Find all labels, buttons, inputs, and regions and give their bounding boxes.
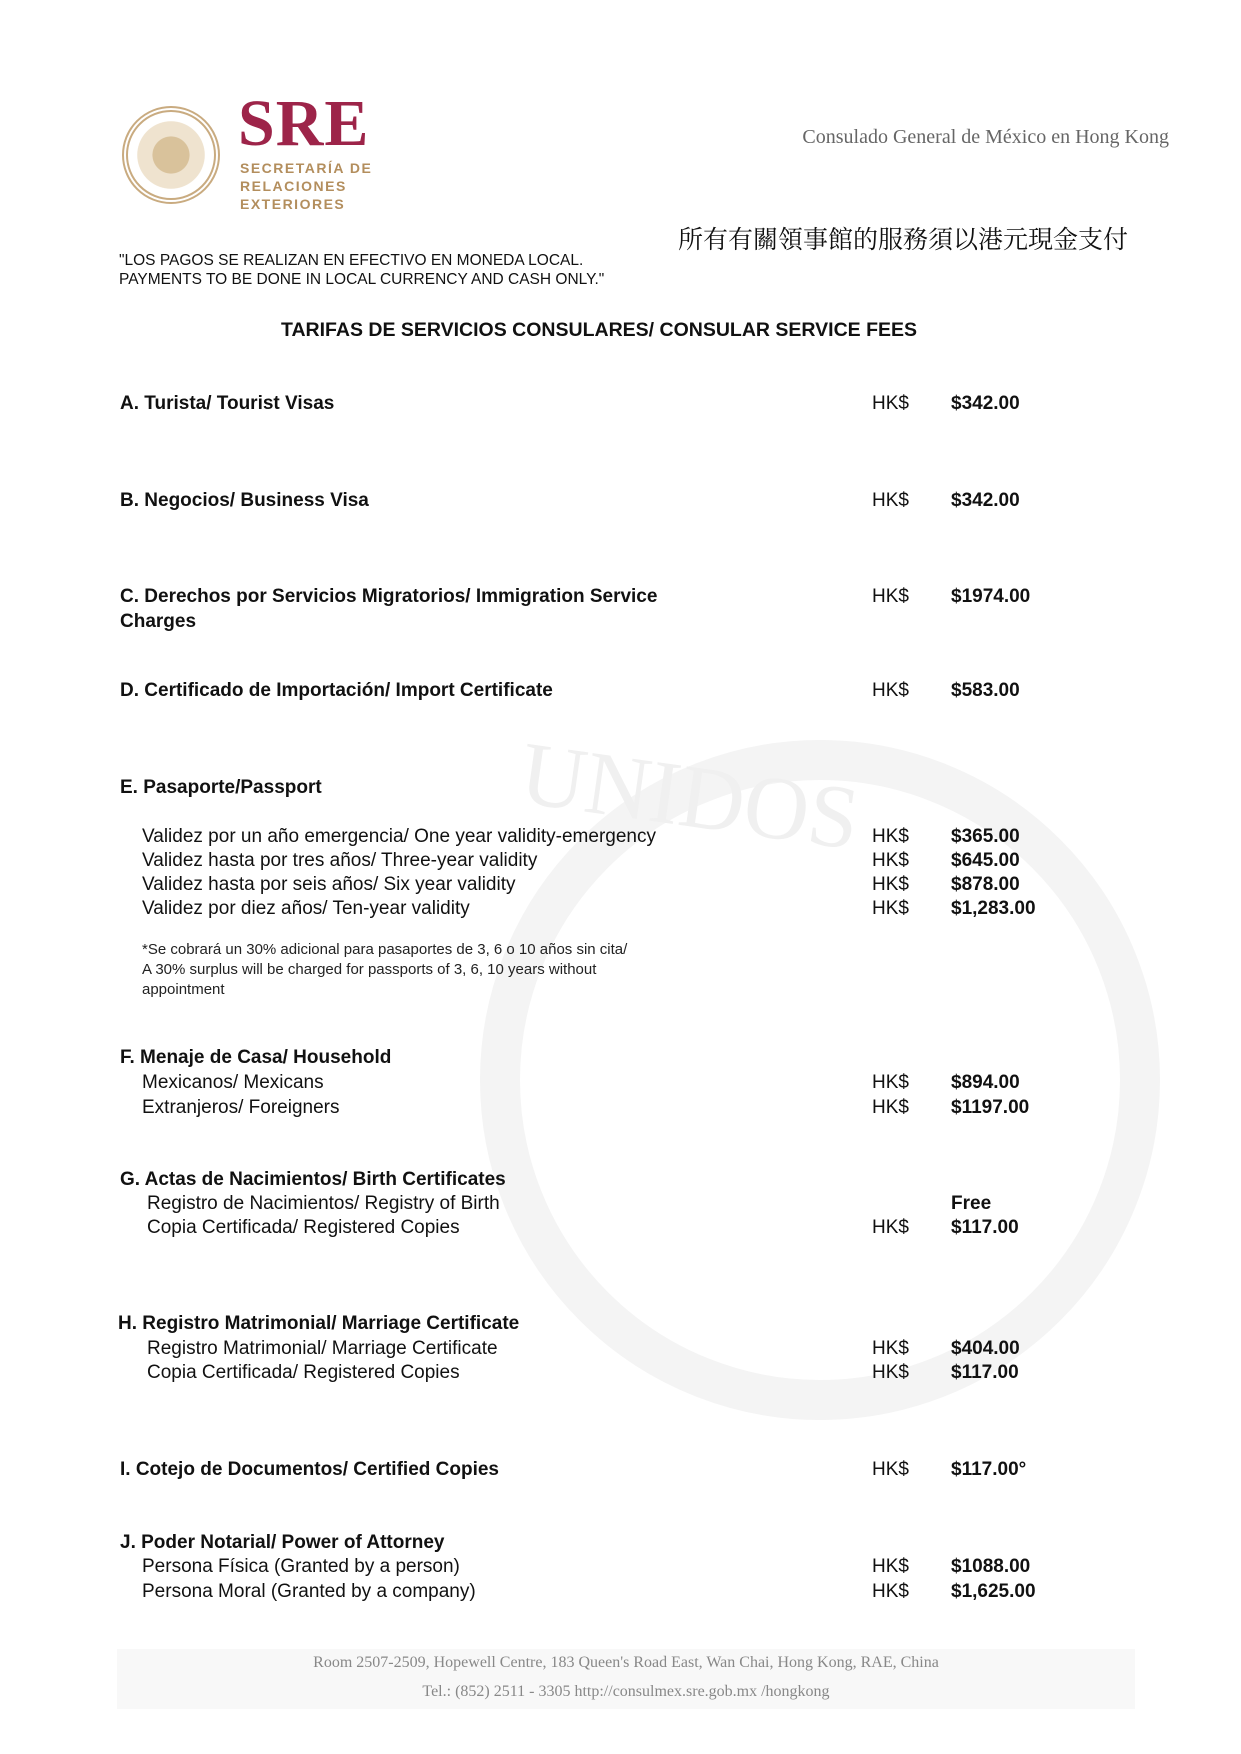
footer [117, 1649, 1135, 1709]
marriage-item-currency: HK$ [872, 1362, 909, 1383]
birth-item-price: Free [951, 1193, 992, 1214]
logo-acronym: SRE [238, 87, 370, 160]
footer-address: Room 2507-2509, Hopewell Centre, 183 Queen's Road East, Wan Chai, Hong Kong, RAE, China [313, 1654, 939, 1671]
birth-item-price: $117.00 [951, 1217, 1019, 1238]
section-c-title: C. Derechos por Servicios Migratorios/ Immigration Service [120, 586, 658, 607]
payment-notice-es: "LOS PAGOS SE REALIZAN EN EFECTIVO EN MONEDA LOCAL. [119, 252, 584, 269]
household-item-currency: HK$ [872, 1097, 909, 1118]
birth-item-label: Registro de Nacimientos/ Registry of Birth [147, 1193, 500, 1214]
section-c-title-cont: Charges [120, 611, 197, 632]
marriage-item-currency: HK$ [872, 1338, 909, 1359]
section-i-price: $117.00° [951, 1459, 1027, 1480]
section-c-currency: HK$ [872, 586, 909, 607]
passport-note-en: A 30% surplus will be charged for passports of 3, 6, 10 years without [142, 961, 597, 978]
section-d-price: $583.00 [951, 680, 1020, 701]
section-e-title: E. Pasaporte/Passport [120, 777, 322, 798]
attorney-item-currency: HK$ [872, 1556, 909, 1577]
marriage-item-label: Registro Matrimonial/ Marriage Certificate [147, 1338, 498, 1359]
footer-contact: Tel.: (852) 2511 - 3305 http://consulmex.sre.gob.mx /hongkong [422, 1683, 830, 1700]
section-i-title: I. Cotejo de Documentos/ Certified Copies [120, 1459, 499, 1480]
page-title: TARIFAS DE SERVICIOS CONSULARES/ CONSULAR SERVICE FEES [281, 319, 918, 341]
attorney-item-label: Persona Moral (Granted by a company) [142, 1581, 476, 1602]
passport-item-label: Validez por un año emergencia/ One year validity-emergency [142, 826, 656, 847]
attorney-item-currency: HK$ [872, 1581, 909, 1602]
passport-item-label: Validez por diez años/ Ten-year validity [142, 898, 470, 919]
section-i-currency: HK$ [872, 1459, 909, 1480]
passport-item-currency: HK$ [872, 874, 909, 895]
section-g-title: G. Actas de Nacimientos/ Birth Certificates [120, 1169, 506, 1190]
passport-item-label: Validez hasta por seis años/ Six year validity [142, 874, 516, 895]
chinese-notice: 所有有關領事館的服務須以港元現金支付 [678, 225, 1129, 254]
attorney-item-price: $1,625.00 [951, 1581, 1036, 1602]
marriage-item-price: $117.00 [951, 1362, 1019, 1383]
passport-item-price: $645.00 [951, 850, 1020, 871]
passport-note-en-cont: appointment [142, 981, 225, 998]
section-a-title: A. Turista/ Tourist Visas [120, 393, 335, 414]
watermark-text: UNIDOS [514, 723, 866, 870]
sre-logo [122, 87, 392, 212]
household-item-price: $1197.00 [951, 1097, 1030, 1118]
birth-item-currency: HK$ [872, 1217, 909, 1238]
logo-line2: RELACIONES [240, 178, 347, 194]
passport-item-currency: HK$ [872, 826, 909, 847]
section-f-title: F. Menaje de Casa/ Household [120, 1047, 392, 1068]
attorney-item-label: Persona Física (Granted by a person) [142, 1556, 460, 1577]
household-item-label: Mexicanos/ Mexicans [142, 1072, 324, 1093]
section-b-title: B. Negocios/ Business Visa [120, 490, 369, 511]
payment-notice-en: PAYMENTS TO BE DONE IN LOCAL CURRENCY AND CASH ONLY." [119, 271, 605, 288]
passport-item-price: $365.00 [951, 826, 1020, 847]
marriage-item-label: Copia Certificada/ Registered Copies [147, 1362, 460, 1383]
birth-item-label: Copia Certificada/ Registered Copies [147, 1217, 460, 1238]
passport-note-es: *Se cobrará un 30% adicional para pasaportes de 3, 6 o 10 años sin cita/ [142, 941, 628, 958]
section-c-price: $1974.00 [951, 586, 1031, 607]
seal-icon [122, 106, 220, 204]
consulate-name: Consulado General de México en Hong Kong [802, 126, 1169, 148]
section-a-currency: HK$ [872, 393, 909, 414]
section-a-price: $342.00 [951, 393, 1020, 414]
household-item-price: $894.00 [951, 1072, 1020, 1093]
section-d-title: D. Certificado de Importación/ Import Certificate [120, 680, 553, 701]
section-h-title: H. Registro Matrimonial/ Marriage Certificate [118, 1313, 520, 1334]
passport-item-price: $1,283.00 [951, 898, 1036, 919]
passport-item-currency: HK$ [872, 850, 909, 871]
passport-item-label: Validez hasta por tres años/ Three-year validity [142, 850, 538, 871]
section-b-price: $342.00 [951, 490, 1020, 511]
household-item-currency: HK$ [872, 1072, 909, 1093]
logo-line1: SECRETARÍA DE [240, 160, 373, 176]
attorney-item-price: $1088.00 [951, 1556, 1031, 1577]
marriage-item-price: $404.00 [951, 1338, 1020, 1359]
logo-line3: EXTERIORES [240, 196, 346, 212]
section-j-title: J. Poder Notarial/ Power of Attorney [120, 1532, 445, 1553]
section-d-currency: HK$ [872, 680, 909, 701]
household-item-label: Extranjeros/ Foreigners [142, 1097, 340, 1118]
passport-item-currency: HK$ [872, 898, 909, 919]
passport-item-price: $878.00 [951, 874, 1020, 895]
section-b-currency: HK$ [872, 490, 909, 511]
